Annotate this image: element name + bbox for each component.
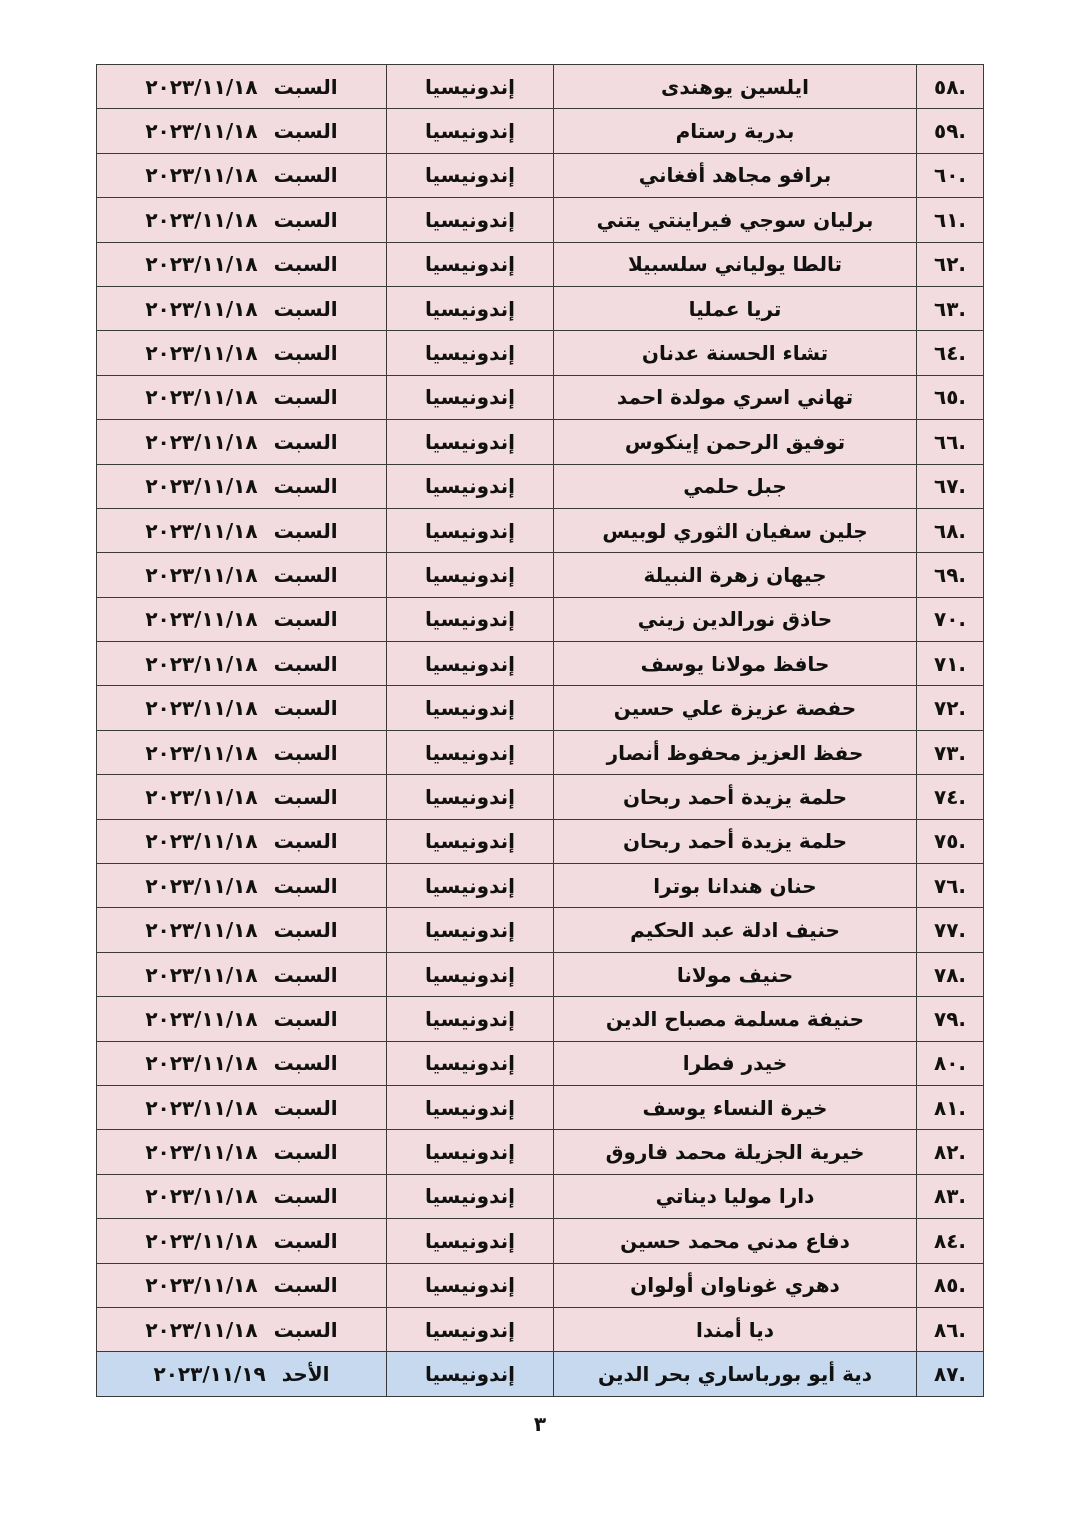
country: إندونيسيا [387,952,554,996]
day-name: السبت [273,1095,338,1120]
date-cell [97,1174,387,1218]
table-row [97,420,984,464]
row-number: .٧٥ [917,819,984,863]
country: إندونيسيا [387,1041,554,1085]
date-cell [97,420,387,464]
participant-name: ديا أمندا [554,1307,917,1351]
row-number: .٧٨ [917,952,984,996]
date-cell [97,952,387,996]
country: إندونيسيا [387,1085,554,1129]
date-value: ٢٠٢٣/١١/١٨ [145,252,258,277]
table-row [97,1041,984,1085]
date-value: ٢٠٢٣/١١/١٨ [145,1140,258,1165]
date-value: ٢٠٢٣/١١/١٨ [145,1184,258,1209]
row-number: .٦٩ [917,553,984,597]
date-cell [97,198,387,242]
date-cell [97,1219,387,1263]
participant-name: حاذق نورالدين زيني [554,597,917,641]
date-cell [97,819,387,863]
date-cell [97,1041,387,1085]
table-row [97,1307,984,1351]
table-row [97,331,984,375]
participant-name: حنان هندانا بوترا [554,864,917,908]
row-number: .٦٤ [917,331,984,375]
country: إندونيسيا [387,1130,554,1174]
date-cell [97,153,387,197]
country: إندونيسيا [387,1174,554,1218]
date-value: ٢٠٢٣/١١/١٨ [145,385,258,410]
participant-name: حلمة يزيدة أحمد ربحان [554,775,917,819]
participant-name: خيرية الجزيلة محمد فاروق [554,1130,917,1174]
table-row [97,153,984,197]
date-value: ٢٠٢٣/١١/١٨ [145,1317,258,1342]
date-cell [97,775,387,819]
country: إندونيسيا [387,553,554,597]
participant-name: جلين سفيان الثوري لوبيس [554,508,917,552]
row-number: .٦٠ [917,153,984,197]
row-number: .٧٦ [917,864,984,908]
table-row [97,1130,984,1174]
row-number: .٦٨ [917,508,984,552]
row-number: .٧١ [917,642,984,686]
participants-table [96,64,984,1397]
participant-name: ايلسين يوهندى [554,65,917,109]
date-value: ٢٠٢٣/١١/١٨ [145,1051,258,1076]
country: إندونيسيا [387,464,554,508]
table-row [97,375,984,419]
day-name: السبت [273,562,338,587]
table-row [97,1219,984,1263]
row-number: .٨٦ [917,1307,984,1351]
date-cell [97,730,387,774]
date-value: ٢٠٢٣/١١/١٨ [145,518,258,543]
country: إندونيسيا [387,153,554,197]
participant-name: حنيف مولانا [554,952,917,996]
date-cell [97,1352,387,1396]
table-row [97,597,984,641]
date-value: ٢٠٢٣/١١/١٨ [145,607,258,632]
row-number: .٧٩ [917,997,984,1041]
date-cell [97,1130,387,1174]
table-row [97,1085,984,1129]
date-value: ٢٠٢٣/١١/١٨ [145,119,258,144]
country: إندونيسيا [387,286,554,330]
day-name: السبت [273,1006,338,1031]
participant-name: جبل حلمي [554,464,917,508]
day-name: السبت [273,873,338,898]
day-name: السبت [273,651,338,676]
date-cell [97,686,387,730]
table-row [97,997,984,1041]
date-cell [97,65,387,109]
day-name: السبت [273,74,338,99]
country: إندونيسيا [387,109,554,153]
country: إندونيسيا [387,1352,554,1396]
day-name: السبت [273,119,338,144]
table-row [97,819,984,863]
country: إندونيسيا [387,331,554,375]
table-row [97,775,984,819]
participant-name: برليان سوجي فيراينتي يتني [554,198,917,242]
participant-name: توفيق الرحمن إينكوس [554,420,917,464]
date-value: ٢٠٢٣/١١/١٨ [145,1273,258,1298]
country: إندونيسيا [387,1263,554,1307]
participant-name: تهاني اسري مولدة احمد [554,375,917,419]
row-number: .٥٩ [917,109,984,153]
table-row [97,952,984,996]
participant-name: حفصة عزيزة علي حسين [554,686,917,730]
participant-name: دية أيو بورباساري بحر الدين [554,1352,917,1396]
country: إندونيسيا [387,1307,554,1351]
date-cell [97,864,387,908]
date-cell [97,331,387,375]
page-number: ٣ [533,1412,547,1436]
day-name: السبت [273,1228,338,1253]
row-number: .٨١ [917,1085,984,1129]
participant-name: برافو مجاهد أفغاني [554,153,917,197]
date-cell [97,1307,387,1351]
participant-name: دهري غوناوان أولوان [554,1263,917,1307]
date-cell [97,553,387,597]
table-row [97,286,984,330]
row-number: .٥٨ [917,65,984,109]
participant-name: تالطا يولياني سلسبيلا [554,242,917,286]
date-cell [97,464,387,508]
table-row [97,1263,984,1307]
table-body [97,65,984,1397]
row-number: .٦١ [917,198,984,242]
day-name: السبت [273,518,338,543]
row-number: .٦٣ [917,286,984,330]
country: إندونيسيا [387,908,554,952]
date-cell [97,597,387,641]
day-name: السبت [273,696,338,721]
row-number: .٦٦ [917,420,984,464]
row-number: .٦٢ [917,242,984,286]
date-value: ٢٠٢٣/١١/١٨ [145,429,258,454]
date-value: ٢٠٢٣/١١/١٨ [145,207,258,232]
date-cell [97,997,387,1041]
date-cell [97,109,387,153]
date-value: ٢٠٢٣/١١/١٨ [145,918,258,943]
country: إندونيسيا [387,730,554,774]
participant-name: حفظ العزيز محفوظ أنصار [554,730,917,774]
date-value: ٢٠٢٣/١١/١٨ [145,696,258,721]
table-row [97,686,984,730]
date-cell [97,242,387,286]
day-name: السبت [273,429,338,454]
day-name: السبت [273,1184,338,1209]
date-value: ٢٠٢٣/١١/١٨ [145,163,258,188]
country: إندونيسيا [387,997,554,1041]
table-row [97,730,984,774]
day-name: السبت [273,962,338,987]
day-name: السبت [273,252,338,277]
row-number: .٧٢ [917,686,984,730]
country: إندونيسيا [387,686,554,730]
table-row [97,864,984,908]
row-number: .٧٣ [917,730,984,774]
date-value: ٢٠٢٣/١١/١٨ [145,562,258,587]
table-row [97,1352,984,1396]
day-name: السبت [273,918,338,943]
date-value: ٢٠٢٣/١١/١٨ [145,1095,258,1120]
day-name: السبت [273,474,338,499]
day-name: السبت [273,740,338,765]
date-value: ٢٠٢٣/١١/١٨ [145,829,258,854]
table-row [97,109,984,153]
day-name: السبت [273,1273,338,1298]
country: إندونيسيا [387,242,554,286]
date-cell [97,375,387,419]
participant-name: دارا موليا ديناتي [554,1174,917,1218]
date-value: ٢٠٢٣/١١/١٨ [145,74,258,99]
table-row [97,65,984,109]
day-name: السبت [273,1140,338,1165]
date-value: ٢٠٢٣/١١/١٨ [145,962,258,987]
country: إندونيسيا [387,1219,554,1263]
date-value: ٢٠٢٣/١١/١٨ [145,296,258,321]
row-number: .٨٠ [917,1041,984,1085]
day-name: السبت [273,207,338,232]
date-cell [97,642,387,686]
participant-name: حنيفة مسلمة مصباح الدين [554,997,917,1041]
participant-name: خيرة النساء يوسف [554,1085,917,1129]
row-number: .٧٤ [917,775,984,819]
participant-name: تشاء الحسنة عدنان [554,331,917,375]
date-value: ٢٠٢٣/١١/١٨ [145,1006,258,1031]
date-cell [97,1263,387,1307]
table-row [97,508,984,552]
country: إندونيسيا [387,775,554,819]
date-cell [97,286,387,330]
table-row [97,908,984,952]
date-value: ٢٠٢٣/١١/١٨ [145,873,258,898]
table-row [97,464,984,508]
day-name: السبت [273,1051,338,1076]
day-name: السبت [273,341,338,366]
row-number: .٧٧ [917,908,984,952]
row-number: .٨٧ [917,1352,984,1396]
row-number: .٨٢ [917,1130,984,1174]
date-value: ٢٠٢٣/١١/١٨ [145,740,258,765]
country: إندونيسيا [387,864,554,908]
participant-name: حلمة يزيدة أحمد ربحان [554,819,917,863]
participant-name: حنيف ادلة عبد الحكيم [554,908,917,952]
day-name: السبت [273,1317,338,1342]
participant-name: بدرية رستام [554,109,917,153]
table-row [97,553,984,597]
day-name: السبت [273,385,338,410]
table-row [97,642,984,686]
date-cell [97,908,387,952]
date-cell [97,1085,387,1129]
participant-name: خيدر فطرا [554,1041,917,1085]
table-row [97,1174,984,1218]
date-value: ٢٠٢٣/١١/١٨ [145,651,258,676]
country: إندونيسيا [387,65,554,109]
day-name: السبت [273,829,338,854]
table-row [97,242,984,286]
participant-name: حافظ مولانا يوسف [554,642,917,686]
row-number: .٧٠ [917,597,984,641]
day-name: السبت [273,784,338,809]
day-name: السبت [273,296,338,321]
date-cell [97,508,387,552]
date-value: ٢٠٢٣/١١/١٩ [153,1362,266,1387]
country: إندونيسيا [387,819,554,863]
participant-name: جيهان زهرة النبيلة [554,553,917,597]
date-value: ٢٠٢٣/١١/١٨ [145,784,258,809]
country: إندونيسيا [387,375,554,419]
country: إندونيسيا [387,420,554,464]
country: إندونيسيا [387,198,554,242]
participant-name: دفاع مدني محمد حسين [554,1219,917,1263]
table-row [97,198,984,242]
country: إندونيسيا [387,597,554,641]
row-number: .٨٥ [917,1263,984,1307]
row-number: .٨٤ [917,1219,984,1263]
row-number: .٦٧ [917,464,984,508]
date-value: ٢٠٢٣/١١/١٨ [145,341,258,366]
day-name: الأحد [281,1362,330,1387]
country: إندونيسيا [387,642,554,686]
country: إندونيسيا [387,508,554,552]
day-name: السبت [273,607,338,632]
participant-name: تريا عمليا [554,286,917,330]
row-number: .٦٥ [917,375,984,419]
date-value: ٢٠٢٣/١١/١٨ [145,1228,258,1253]
date-value: ٢٠٢٣/١١/١٨ [145,474,258,499]
day-name: السبت [273,163,338,188]
row-number: .٨٣ [917,1174,984,1218]
